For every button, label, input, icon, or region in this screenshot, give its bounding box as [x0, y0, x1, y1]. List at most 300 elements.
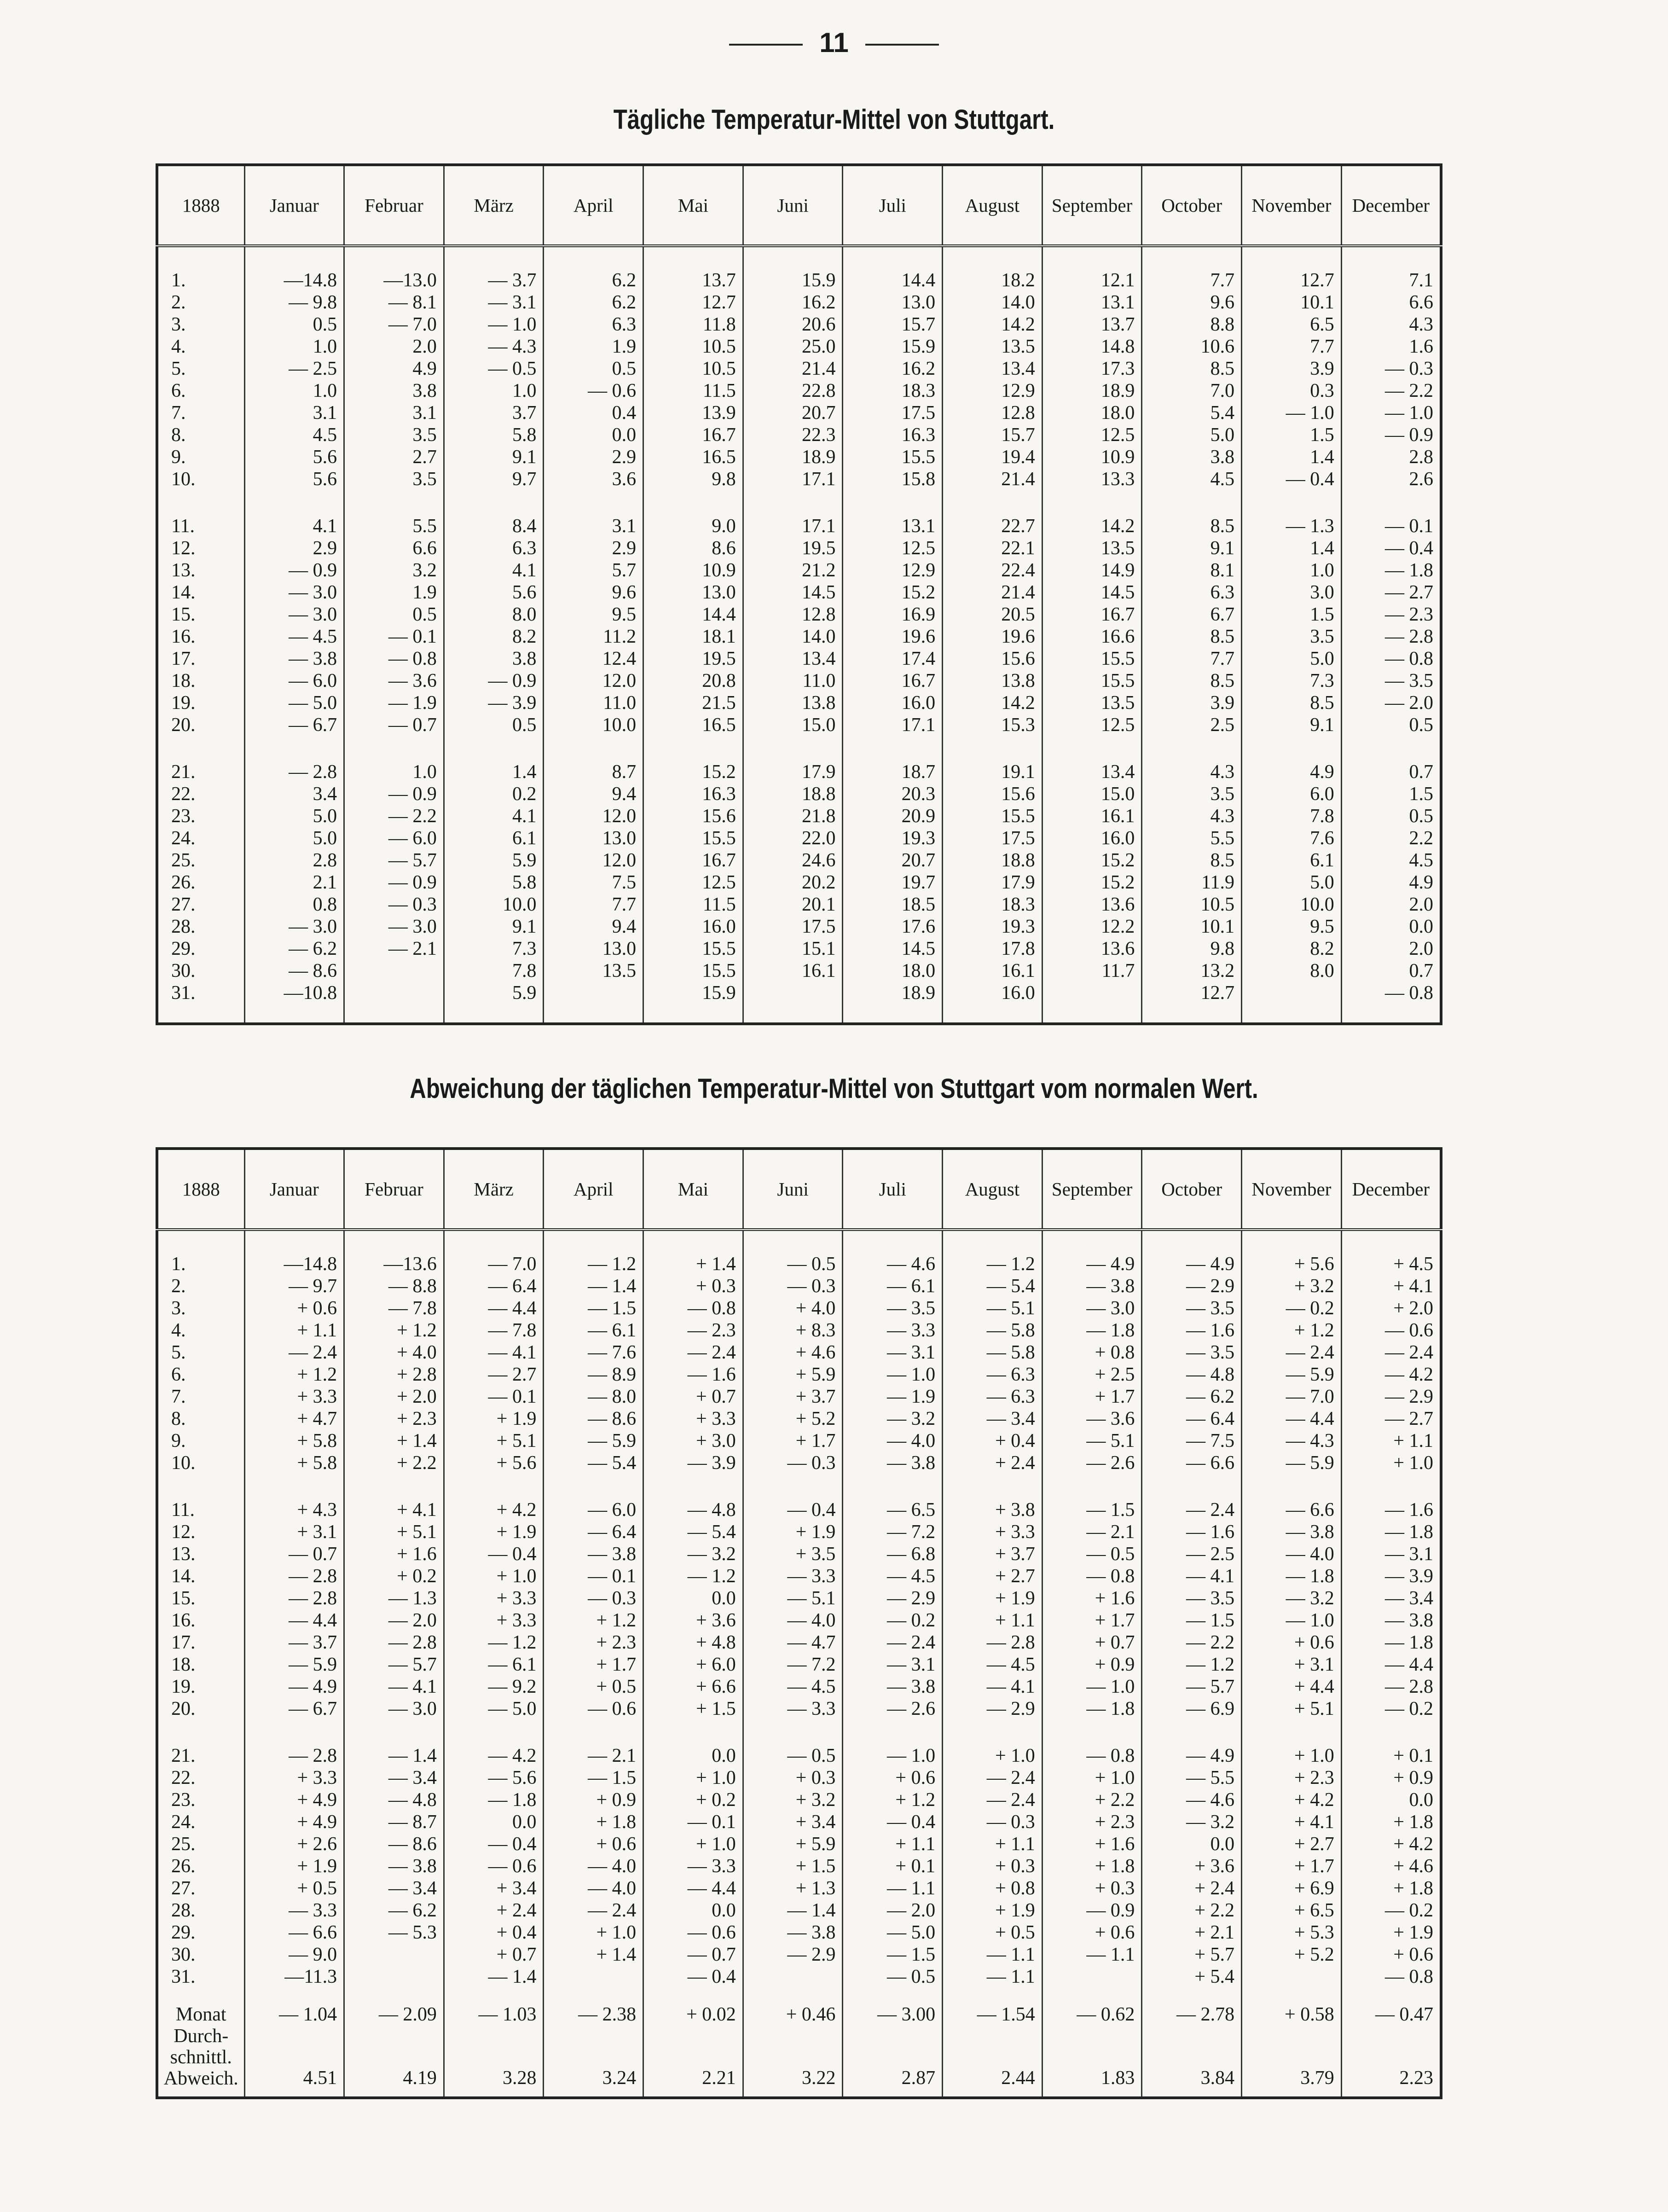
value-cell: — 1.4	[344, 1720, 444, 1767]
value-cell: — 0.2	[1341, 1899, 1441, 1922]
value-cell: — 6.6	[1142, 1452, 1242, 1474]
month-header: Juni	[743, 1149, 843, 1230]
value-cell: 20.7	[743, 402, 843, 424]
monthly-mean-cell: — 2.78	[1142, 1988, 1242, 2026]
value-cell: — 4.8	[1142, 1364, 1242, 1386]
value-cell: 16.2	[743, 291, 843, 314]
value-cell: — 6.0	[344, 827, 444, 849]
month-header: April	[544, 1149, 643, 1230]
value-cell: 12.7	[643, 291, 743, 314]
value-cell: + 1.0	[643, 1767, 743, 1789]
value-cell: 9.6	[544, 581, 643, 604]
value-cell: + 6.5	[1242, 1899, 1342, 1922]
value-cell: 9.4	[544, 916, 643, 938]
value-cell: — 3.0	[244, 916, 344, 938]
value-cell: + 1.1	[1341, 1430, 1441, 1452]
value-cell: + 4.6	[1341, 1855, 1441, 1877]
value-cell: 7.8	[1242, 805, 1342, 827]
value-cell: 6.5	[1242, 314, 1342, 336]
value-cell: — 3.5	[843, 1297, 943, 1319]
value-cell: — 3.3	[743, 1698, 843, 1720]
value-cell: — 2.4	[843, 1631, 943, 1654]
value-cell: — 1.2	[943, 1230, 1042, 1275]
value-cell: — 1.8	[1341, 1521, 1441, 1543]
month-header: November	[1242, 1149, 1342, 1230]
value-cell: 15.2	[1042, 849, 1142, 871]
value-cell: 13.5	[1042, 692, 1142, 714]
value-cell: — 1.5	[1142, 1609, 1242, 1631]
value-cell: — 1.0	[843, 1720, 943, 1767]
value-cell: + 1.6	[1042, 1587, 1142, 1609]
value-cell	[344, 960, 444, 982]
value-cell: — 0.6	[544, 1698, 643, 1720]
value-cell: 0.8	[244, 894, 344, 916]
value-cell: — 0.3	[743, 1275, 843, 1297]
value-cell: 14.9	[1042, 559, 1142, 581]
value-cell: 6.3	[444, 537, 544, 559]
value-cell: — 2.8	[244, 1720, 344, 1767]
day-label: 20.	[157, 714, 244, 736]
value-cell: + 0.9	[1042, 1654, 1142, 1676]
day-label: 12.	[157, 1521, 244, 1543]
value-cell: 3.5	[1142, 783, 1242, 805]
day-label: 9.	[157, 446, 244, 468]
value-cell: 4.3	[1142, 736, 1242, 783]
value-cell: — 3.4	[943, 1408, 1042, 1430]
value-cell: 3.6	[544, 468, 643, 490]
value-cell: — 1.5	[544, 1767, 643, 1789]
table-row	[157, 1609, 1441, 1631]
value-cell: + 3.7	[943, 1543, 1042, 1565]
value-cell: + 1.1	[843, 1833, 943, 1855]
value-cell: + 0.9	[1341, 1767, 1441, 1789]
value-cell: 1.0	[344, 736, 444, 783]
value-cell: — 1.0	[444, 314, 544, 336]
value-cell: — 1.8	[1042, 1698, 1142, 1720]
value-cell: + 0.6	[244, 1297, 344, 1319]
value-cell: — 5.4	[544, 1452, 643, 1474]
value-cell: 16.7	[843, 670, 943, 692]
average-deviation-cell: 3.79	[1242, 2026, 1342, 2098]
value-cell: 20.9	[843, 805, 943, 827]
value-cell: — 0.4	[444, 1543, 544, 1565]
value-cell: — 3.0	[244, 581, 344, 604]
value-cell: — 0.1	[544, 1565, 643, 1587]
table-row	[157, 938, 1441, 960]
value-cell: 5.0	[1242, 871, 1342, 894]
table2-title: Abweichung der täglichen Temperatur-Mittel von Stuttgart vom normalen Wert.	[410, 1073, 1258, 1104]
value-cell: 1.9	[544, 336, 643, 358]
value-cell: 3.0	[1242, 581, 1342, 604]
value-cell: — 5.1	[1042, 1430, 1142, 1452]
value-cell: + 4.9	[244, 1789, 344, 1811]
value-cell: 9.5	[1242, 916, 1342, 938]
value-cell: 16.5	[643, 714, 743, 736]
value-cell: + 3.0	[643, 1430, 743, 1452]
value-cell: 15.5	[1042, 670, 1142, 692]
value-cell: — 4.1	[943, 1676, 1042, 1698]
value-cell: 24.6	[743, 849, 843, 871]
value-cell: 20.8	[643, 670, 743, 692]
month-header: Januar	[244, 165, 344, 246]
day-label: 19.	[157, 1676, 244, 1698]
value-cell: — 2.1	[344, 938, 444, 960]
value-cell: — 9.7	[244, 1275, 344, 1297]
value-cell: — 0.5	[843, 1966, 943, 1988]
value-cell: — 0.7	[643, 1944, 743, 1966]
value-cell: 8.4	[444, 490, 544, 537]
value-cell: — 1.9	[843, 1386, 943, 1408]
value-cell: 19.1	[943, 736, 1042, 783]
value-cell: + 4.7	[244, 1408, 344, 1430]
value-cell: — 3.8	[743, 1922, 843, 1944]
day-label: 18.	[157, 1654, 244, 1676]
day-label: 22.	[157, 783, 244, 805]
value-cell: + 5.7	[1142, 1944, 1242, 1966]
value-cell: 7.7	[1142, 648, 1242, 670]
value-cell: 15.3	[943, 714, 1042, 736]
value-cell: — 8.9	[544, 1364, 643, 1386]
value-cell: 16.7	[643, 849, 743, 871]
month-header: Februar	[344, 1149, 444, 1230]
value-cell: — 1.8	[1242, 1565, 1342, 1587]
value-cell: —13.0	[344, 246, 444, 291]
monthly-mean-cell: — 1.04	[244, 1988, 344, 2026]
value-cell: 20.6	[743, 314, 843, 336]
value-cell: — 2.7	[1341, 1408, 1441, 1430]
value-cell: 16.5	[643, 446, 743, 468]
value-cell: + 1.0	[643, 1833, 743, 1855]
value-cell: 12.9	[843, 559, 943, 581]
day-label: 3.	[157, 314, 244, 336]
average-deviation-row	[157, 2026, 1441, 2098]
month-header: Mai	[643, 1149, 743, 1230]
value-cell: 19.3	[843, 827, 943, 849]
value-cell: — 5.9	[1242, 1364, 1342, 1386]
value-cell: — 1.5	[544, 1297, 643, 1319]
day-label: 31.	[157, 982, 244, 1024]
value-cell: 4.5	[1341, 849, 1441, 871]
value-cell: — 1.4	[444, 1966, 544, 1988]
value-cell: 11.5	[643, 894, 743, 916]
value-cell: — 5.0	[244, 692, 344, 714]
value-cell: — 1.4	[743, 1899, 843, 1922]
value-cell: 13.6	[1042, 894, 1142, 916]
value-cell: 12.5	[643, 871, 743, 894]
value-cell: 14.0	[743, 626, 843, 648]
value-cell: 3.5	[344, 424, 444, 446]
monthly-mean-cell: — 0.62	[1042, 1988, 1142, 2026]
month-header: Juli	[843, 1149, 943, 1230]
value-cell: 2.9	[544, 446, 643, 468]
value-cell: — 5.4	[943, 1275, 1042, 1297]
value-cell: 5.6	[244, 446, 344, 468]
value-cell: 15.0	[1042, 783, 1142, 805]
year-header: 1888	[157, 1149, 244, 1230]
value-cell: — 2.8	[943, 1631, 1042, 1654]
value-cell: — 4.1	[1142, 1565, 1242, 1587]
value-cell: — 3.8	[244, 648, 344, 670]
value-cell: + 1.4	[344, 1430, 444, 1452]
value-cell: — 4.0	[544, 1877, 643, 1899]
value-cell: 16.9	[843, 604, 943, 626]
value-cell: 12.7	[1142, 982, 1242, 1024]
value-cell: 12.8	[743, 604, 843, 626]
value-cell: 6.6	[344, 537, 444, 559]
value-cell: 13.1	[843, 490, 943, 537]
table-row	[157, 1944, 1441, 1966]
value-cell: — 3.1	[444, 291, 544, 314]
value-cell: — 2.0	[344, 1609, 444, 1631]
value-cell: — 6.7	[244, 714, 344, 736]
table-row	[157, 626, 1441, 648]
value-cell: — 5.8	[943, 1319, 1042, 1341]
value-cell: 15.9	[843, 336, 943, 358]
value-cell: + 1.7	[1042, 1609, 1142, 1631]
value-cell: — 0.2	[843, 1609, 943, 1631]
value-cell: + 1.7	[544, 1654, 643, 1676]
table-row	[157, 1877, 1441, 1899]
value-cell: 16.1	[743, 960, 843, 982]
value-cell: — 3.3	[643, 1855, 743, 1877]
value-cell: 8.6	[643, 537, 743, 559]
value-cell: —13.6	[344, 1230, 444, 1275]
value-cell: — 0.6	[444, 1855, 544, 1877]
value-cell: + 6.0	[643, 1654, 743, 1676]
value-cell: 15.2	[843, 581, 943, 604]
value-cell: 18.3	[843, 380, 943, 402]
table-row	[157, 559, 1441, 581]
value-cell: 14.2	[943, 314, 1042, 336]
value-cell: — 5.1	[743, 1587, 843, 1609]
value-cell: 8.5	[1142, 358, 1242, 380]
day-label: 22.	[157, 1767, 244, 1789]
value-cell: — 6.5	[843, 1474, 943, 1521]
value-cell: 22.8	[743, 380, 843, 402]
value-cell: 15.5	[643, 827, 743, 849]
value-cell: — 3.3	[244, 1899, 344, 1922]
value-cell: + 5.6	[1242, 1230, 1342, 1275]
month-header: December	[1341, 165, 1441, 246]
value-cell: 15.1	[743, 938, 843, 960]
day-label: 11.	[157, 1474, 244, 1521]
value-cell: 1.0	[244, 380, 344, 402]
value-cell: 2.0	[344, 336, 444, 358]
value-cell: 0.0	[643, 1899, 743, 1922]
value-cell: 2.6	[1341, 468, 1441, 490]
month-header: Februar	[344, 165, 444, 246]
value-cell: 0.0	[1341, 1789, 1441, 1811]
value-cell: 5.8	[444, 424, 544, 446]
value-cell: — 1.0	[1042, 1676, 1142, 1698]
value-cell: — 4.6	[1142, 1789, 1242, 1811]
value-cell: — 9.0	[244, 1944, 344, 1966]
value-cell: + 0.1	[1341, 1720, 1441, 1767]
table-row	[157, 1452, 1441, 1474]
value-cell: — 0.9	[1042, 1899, 1142, 1922]
value-cell: 12.1	[1042, 246, 1142, 291]
value-cell: — 6.2	[244, 938, 344, 960]
table-row	[157, 1767, 1441, 1789]
value-cell: 0.0	[544, 424, 643, 446]
value-cell: — 7.0	[1242, 1386, 1342, 1408]
value-cell: + 2.6	[244, 1833, 344, 1855]
value-cell: 8.8	[1142, 314, 1242, 336]
value-cell: + 2.7	[943, 1565, 1042, 1587]
value-cell: — 9.8	[244, 291, 344, 314]
value-cell: — 1.2	[643, 1565, 743, 1587]
value-cell: 5.4	[1142, 402, 1242, 424]
value-cell: 20.7	[843, 849, 943, 871]
value-cell: + 1.8	[1341, 1877, 1441, 1899]
value-cell: 18.3	[943, 894, 1042, 916]
value-cell: — 7.0	[344, 314, 444, 336]
value-cell: 13.3	[1042, 468, 1142, 490]
value-cell: + 4.2	[1341, 1833, 1441, 1855]
value-cell: — 2.0	[843, 1899, 943, 1922]
value-cell: 12.8	[943, 402, 1042, 424]
value-cell: + 1.9	[444, 1408, 544, 1430]
value-cell: — 0.4	[743, 1474, 843, 1521]
value-cell: — 6.2	[344, 1899, 444, 1922]
value-cell: + 3.4	[444, 1877, 544, 1899]
value-cell: + 0.7	[1042, 1631, 1142, 1654]
month-header: Juni	[743, 165, 843, 246]
table-row	[157, 1720, 1441, 1767]
value-cell: 13.4	[1042, 736, 1142, 783]
value-cell: — 0.4	[643, 1966, 743, 1988]
value-cell: 21.8	[743, 805, 843, 827]
value-cell: + 3.2	[1242, 1275, 1342, 1297]
value-cell: + 3.4	[743, 1811, 843, 1833]
value-cell: — 1.2	[444, 1631, 544, 1654]
table-row	[157, 1922, 1441, 1944]
monthly-mean-cell: — 3.00	[843, 1988, 943, 2026]
value-cell: + 0.6	[1042, 1922, 1142, 1944]
value-cell: — 3.4	[1341, 1587, 1441, 1609]
value-cell	[1242, 982, 1342, 1024]
value-cell: + 3.3	[444, 1587, 544, 1609]
value-cell: — 3.5	[1142, 1297, 1242, 1319]
value-cell: 6.2	[544, 291, 643, 314]
value-cell: 6.1	[1242, 849, 1342, 871]
value-cell: + 0.5	[544, 1676, 643, 1698]
table-row	[157, 849, 1441, 871]
value-cell: 13.0	[544, 827, 643, 849]
value-cell: + 1.4	[544, 1944, 643, 1966]
value-cell: — 2.2	[344, 805, 444, 827]
value-cell: 0.5	[344, 604, 444, 626]
value-cell: 20.2	[743, 871, 843, 894]
value-cell: 4.5	[244, 424, 344, 446]
value-cell: — 3.6	[1042, 1408, 1142, 1430]
value-cell: — 4.2	[1341, 1364, 1441, 1386]
value-cell: 8.7	[544, 736, 643, 783]
value-cell	[544, 982, 643, 1024]
value-cell: — 4.9	[1142, 1720, 1242, 1767]
value-cell: + 1.3	[743, 1877, 843, 1899]
value-cell: 13.4	[743, 648, 843, 670]
value-cell: — 3.1	[843, 1341, 943, 1364]
value-cell: — 0.3	[743, 1452, 843, 1474]
value-cell: — 5.1	[943, 1297, 1042, 1319]
value-cell: 5.0	[1242, 648, 1342, 670]
table1-body	[157, 246, 1441, 1024]
value-cell: 1.6	[1341, 336, 1441, 358]
value-cell: — 0.3	[544, 1587, 643, 1609]
value-cell: + 0.6	[1341, 1944, 1441, 1966]
value-cell: 1.9	[344, 581, 444, 604]
value-cell: — 9.2	[444, 1676, 544, 1698]
value-cell: — 3.2	[1242, 1587, 1342, 1609]
value-cell	[1242, 1966, 1342, 1988]
value-cell: + 2.8	[344, 1364, 444, 1386]
table-row	[157, 1676, 1441, 1698]
value-cell: + 2.4	[943, 1452, 1042, 1474]
value-cell: — 2.4	[943, 1789, 1042, 1811]
average-deviation-label	[157, 2026, 244, 2098]
value-cell: — 6.0	[244, 670, 344, 692]
value-cell: — 8.0	[544, 1386, 643, 1408]
value-cell: — 0.7	[344, 714, 444, 736]
value-cell: — 1.0	[1242, 402, 1342, 424]
value-cell: 16.0	[943, 982, 1042, 1024]
value-cell: 8.5	[1142, 490, 1242, 537]
value-cell: — 1.3	[344, 1587, 444, 1609]
value-cell: — 4.2	[444, 1720, 544, 1767]
value-cell: + 4.2	[444, 1474, 544, 1521]
day-label: 18.	[157, 670, 244, 692]
value-cell: 17.6	[843, 916, 943, 938]
value-cell: — 6.4	[444, 1275, 544, 1297]
value-cell: — 7.8	[444, 1319, 544, 1341]
value-cell: — 0.5	[444, 358, 544, 380]
value-cell: 9.7	[444, 468, 544, 490]
value-cell: — 4.5	[244, 626, 344, 648]
value-cell: + 5.8	[244, 1452, 344, 1474]
value-cell: 16.0	[843, 692, 943, 714]
value-cell: + 4.5	[1341, 1230, 1441, 1275]
table-row	[157, 982, 1441, 1024]
value-cell: 13.4	[943, 358, 1042, 380]
value-cell: — 7.0	[444, 1230, 544, 1275]
value-cell: 2.5	[1142, 714, 1242, 736]
table-row	[157, 1565, 1441, 1587]
value-cell: 18.0	[843, 960, 943, 982]
value-cell: — 2.1	[544, 1720, 643, 1767]
table-row	[157, 604, 1441, 626]
value-cell: 11.7	[1042, 960, 1142, 982]
month-header: August	[943, 165, 1042, 246]
value-cell: + 3.3	[244, 1386, 344, 1408]
value-cell: 3.1	[344, 402, 444, 424]
day-label: 2.	[157, 291, 244, 314]
value-cell: 10.9	[643, 559, 743, 581]
value-cell: 0.0	[444, 1811, 544, 1833]
value-cell: — 3.6	[344, 670, 444, 692]
value-cell: 5.6	[244, 468, 344, 490]
value-cell: — 0.2	[1341, 1698, 1441, 1720]
value-cell: + 1.9	[244, 1855, 344, 1877]
month-header: Januar	[244, 1149, 344, 1230]
value-cell: — 5.9	[244, 1654, 344, 1676]
value-cell: 9.5	[544, 604, 643, 626]
value-cell: — 1.8	[444, 1789, 544, 1811]
value-cell: — 0.3	[943, 1811, 1042, 1833]
day-label: 15.	[157, 604, 244, 626]
value-cell: 15.5	[1042, 648, 1142, 670]
value-cell: 18.2	[943, 246, 1042, 291]
